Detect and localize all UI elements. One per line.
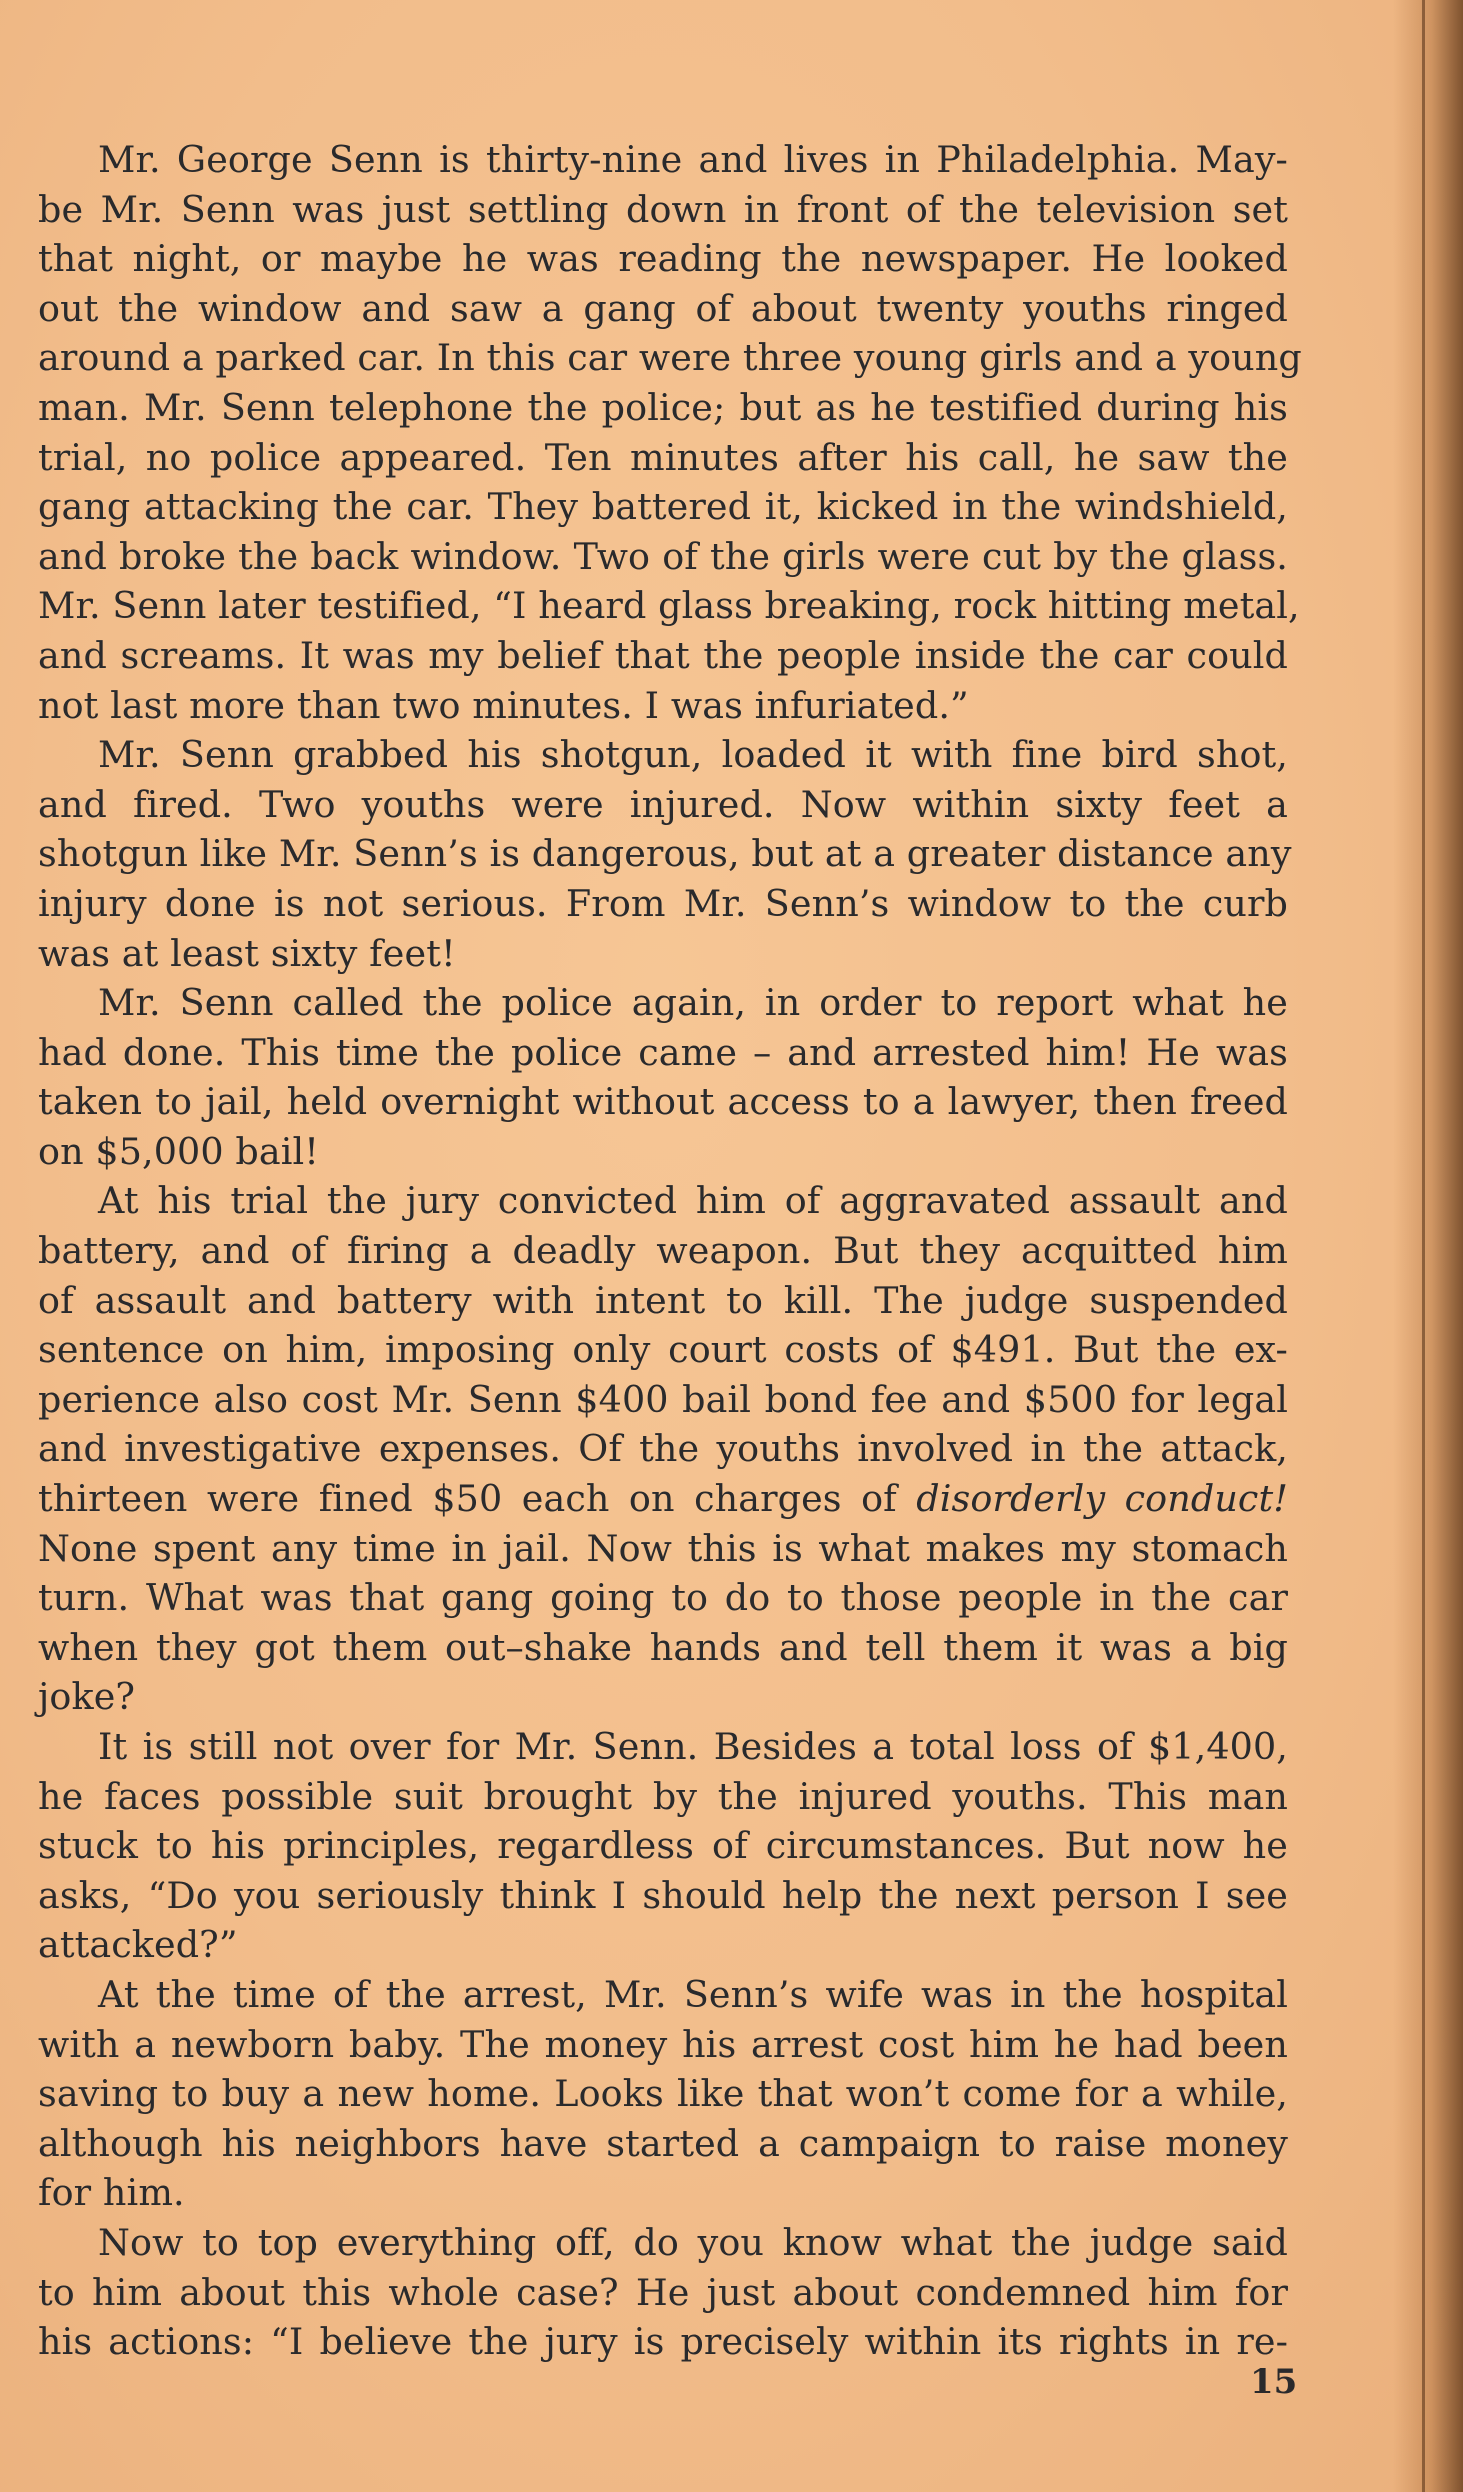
text-line: Mr. Senn grabbed his shotgun, loaded it with fine bird shot, — [98, 733, 1288, 777]
text-line: for him. — [38, 2171, 185, 2215]
text-line: had done. This time the police came – and arrested him! He was — [38, 1030, 1288, 1074]
text-line: joke? — [38, 1675, 136, 1719]
page-edge-line — [1422, 0, 1425, 2492]
text-line: gang attacking the car. They battered it, kicked in the windshield, — [38, 485, 1288, 529]
text-line: his actions: “I believe the jury is precisely within its rights in re- — [38, 2320, 1288, 2364]
text-line: taken to jail, held overnight without access to a lawyer, then freed — [38, 1080, 1288, 1124]
text-line: turn. What was that gang going to do to those people in the car — [38, 1576, 1288, 1620]
text-line: None spent any time in jail. Now this is what makes my stomach — [38, 1526, 1288, 1570]
text-line: attacked?” — [38, 1923, 238, 1967]
text-line: man. Mr. Senn telephone the police; but as he testified during his — [38, 385, 1288, 429]
text-line: to him about this whole case? He just about condemned him for — [38, 2270, 1288, 2314]
text-line: Now to top everything off, do you know what the judge said — [98, 2220, 1288, 2264]
text-line: although his neighbors have started a campaign to raise money — [38, 2121, 1288, 2165]
text-line: perience also cost Mr. Senn $400 bail bond fee and $500 for legal — [38, 1377, 1288, 1421]
text-line-with-italic — [38, 1474, 1288, 1524]
text-line: not last more than two minutes. I was infuriated.” — [38, 683, 969, 727]
text-line: and investigative expenses. Of the youths involved in the attack, — [38, 1427, 1288, 1471]
body-text — [38, 135, 1302, 2367]
text-line: battery, and of firing a deadly weapon. But they acquitted him — [38, 1229, 1288, 1273]
text-line: stuck to his principles, regardless of circumstances. But now he — [38, 1824, 1288, 1868]
text-line: he faces possible suit brought by the injured youths. This man — [38, 1774, 1288, 1818]
page-edge-shadow — [1393, 0, 1463, 2492]
text-line-part: thirteen were fined $50 each on charges of — [38, 1477, 897, 1521]
text-line: that night, or maybe he was reading the newspaper. He looked — [38, 237, 1288, 281]
text-line: Mr. George Senn is thirty-nine and lives in Philadelphia. May- — [98, 138, 1288, 181]
text-line: At his trial the jury convicted him of aggravated assault and — [98, 1179, 1288, 1223]
text-line: At the time of the arrest, Mr. Senn’s wife was in the hospital — [98, 1972, 1288, 2016]
text-line: It is still not over for Mr. Senn. Besides a total loss of $1,400, — [98, 1725, 1288, 1768]
text-line: saving to buy a new home. Looks like that won’t come for a while, — [38, 2072, 1288, 2116]
text-line: trial, no police appeared. Ten minutes after his call, he saw the — [38, 435, 1288, 479]
text-line: when they got them out–shake hands and tell them it was a big — [38, 1625, 1288, 1669]
text-line: sentence on him, imposing only court costs of $491. But the ex- — [38, 1328, 1288, 1372]
text-line: be Mr. Senn was just settling down in front of the television set — [38, 187, 1288, 231]
text-line: Mr. Senn called the police again, in order to report what he — [98, 981, 1288, 1025]
text-line: out the window and saw a gang of about twenty youths ringed — [38, 286, 1288, 330]
text-line: asks, “Do you seriously think I should help the next person I see — [38, 1873, 1288, 1917]
text-line: shotgun like Mr. Senn’s is dangerous, but at a greater distance any — [38, 832, 1292, 876]
text-line: and broke the back window. Two of the girls were cut by the glass. — [38, 534, 1288, 578]
italic-phrase: disorderly conduct! — [916, 1477, 1289, 1521]
page-number: 15 — [1250, 2362, 1298, 2402]
text-line: with a newborn baby. The money his arrest cost him he had been — [38, 2022, 1288, 2066]
text-line: and fired. Two youths were injured. Now within sixty feet a — [38, 782, 1288, 826]
text-line: on $5,000 bail! — [38, 1129, 320, 1173]
text-line: and screams. It was my belief that the people inside the car could — [38, 633, 1288, 677]
text-line: around a parked car. In this car were three young girls and a young — [38, 336, 1302, 380]
text-line: injury done is not serious. From Mr. Senn’s window to the curb — [38, 881, 1288, 925]
text-line: was at least sixty feet! — [38, 931, 456, 975]
text-line: Mr. Senn later testified, “I heard glass breaking, rock hitting metal, — [38, 584, 1300, 628]
text-line: of assault and battery with intent to kill. The judge suspended — [38, 1278, 1288, 1322]
